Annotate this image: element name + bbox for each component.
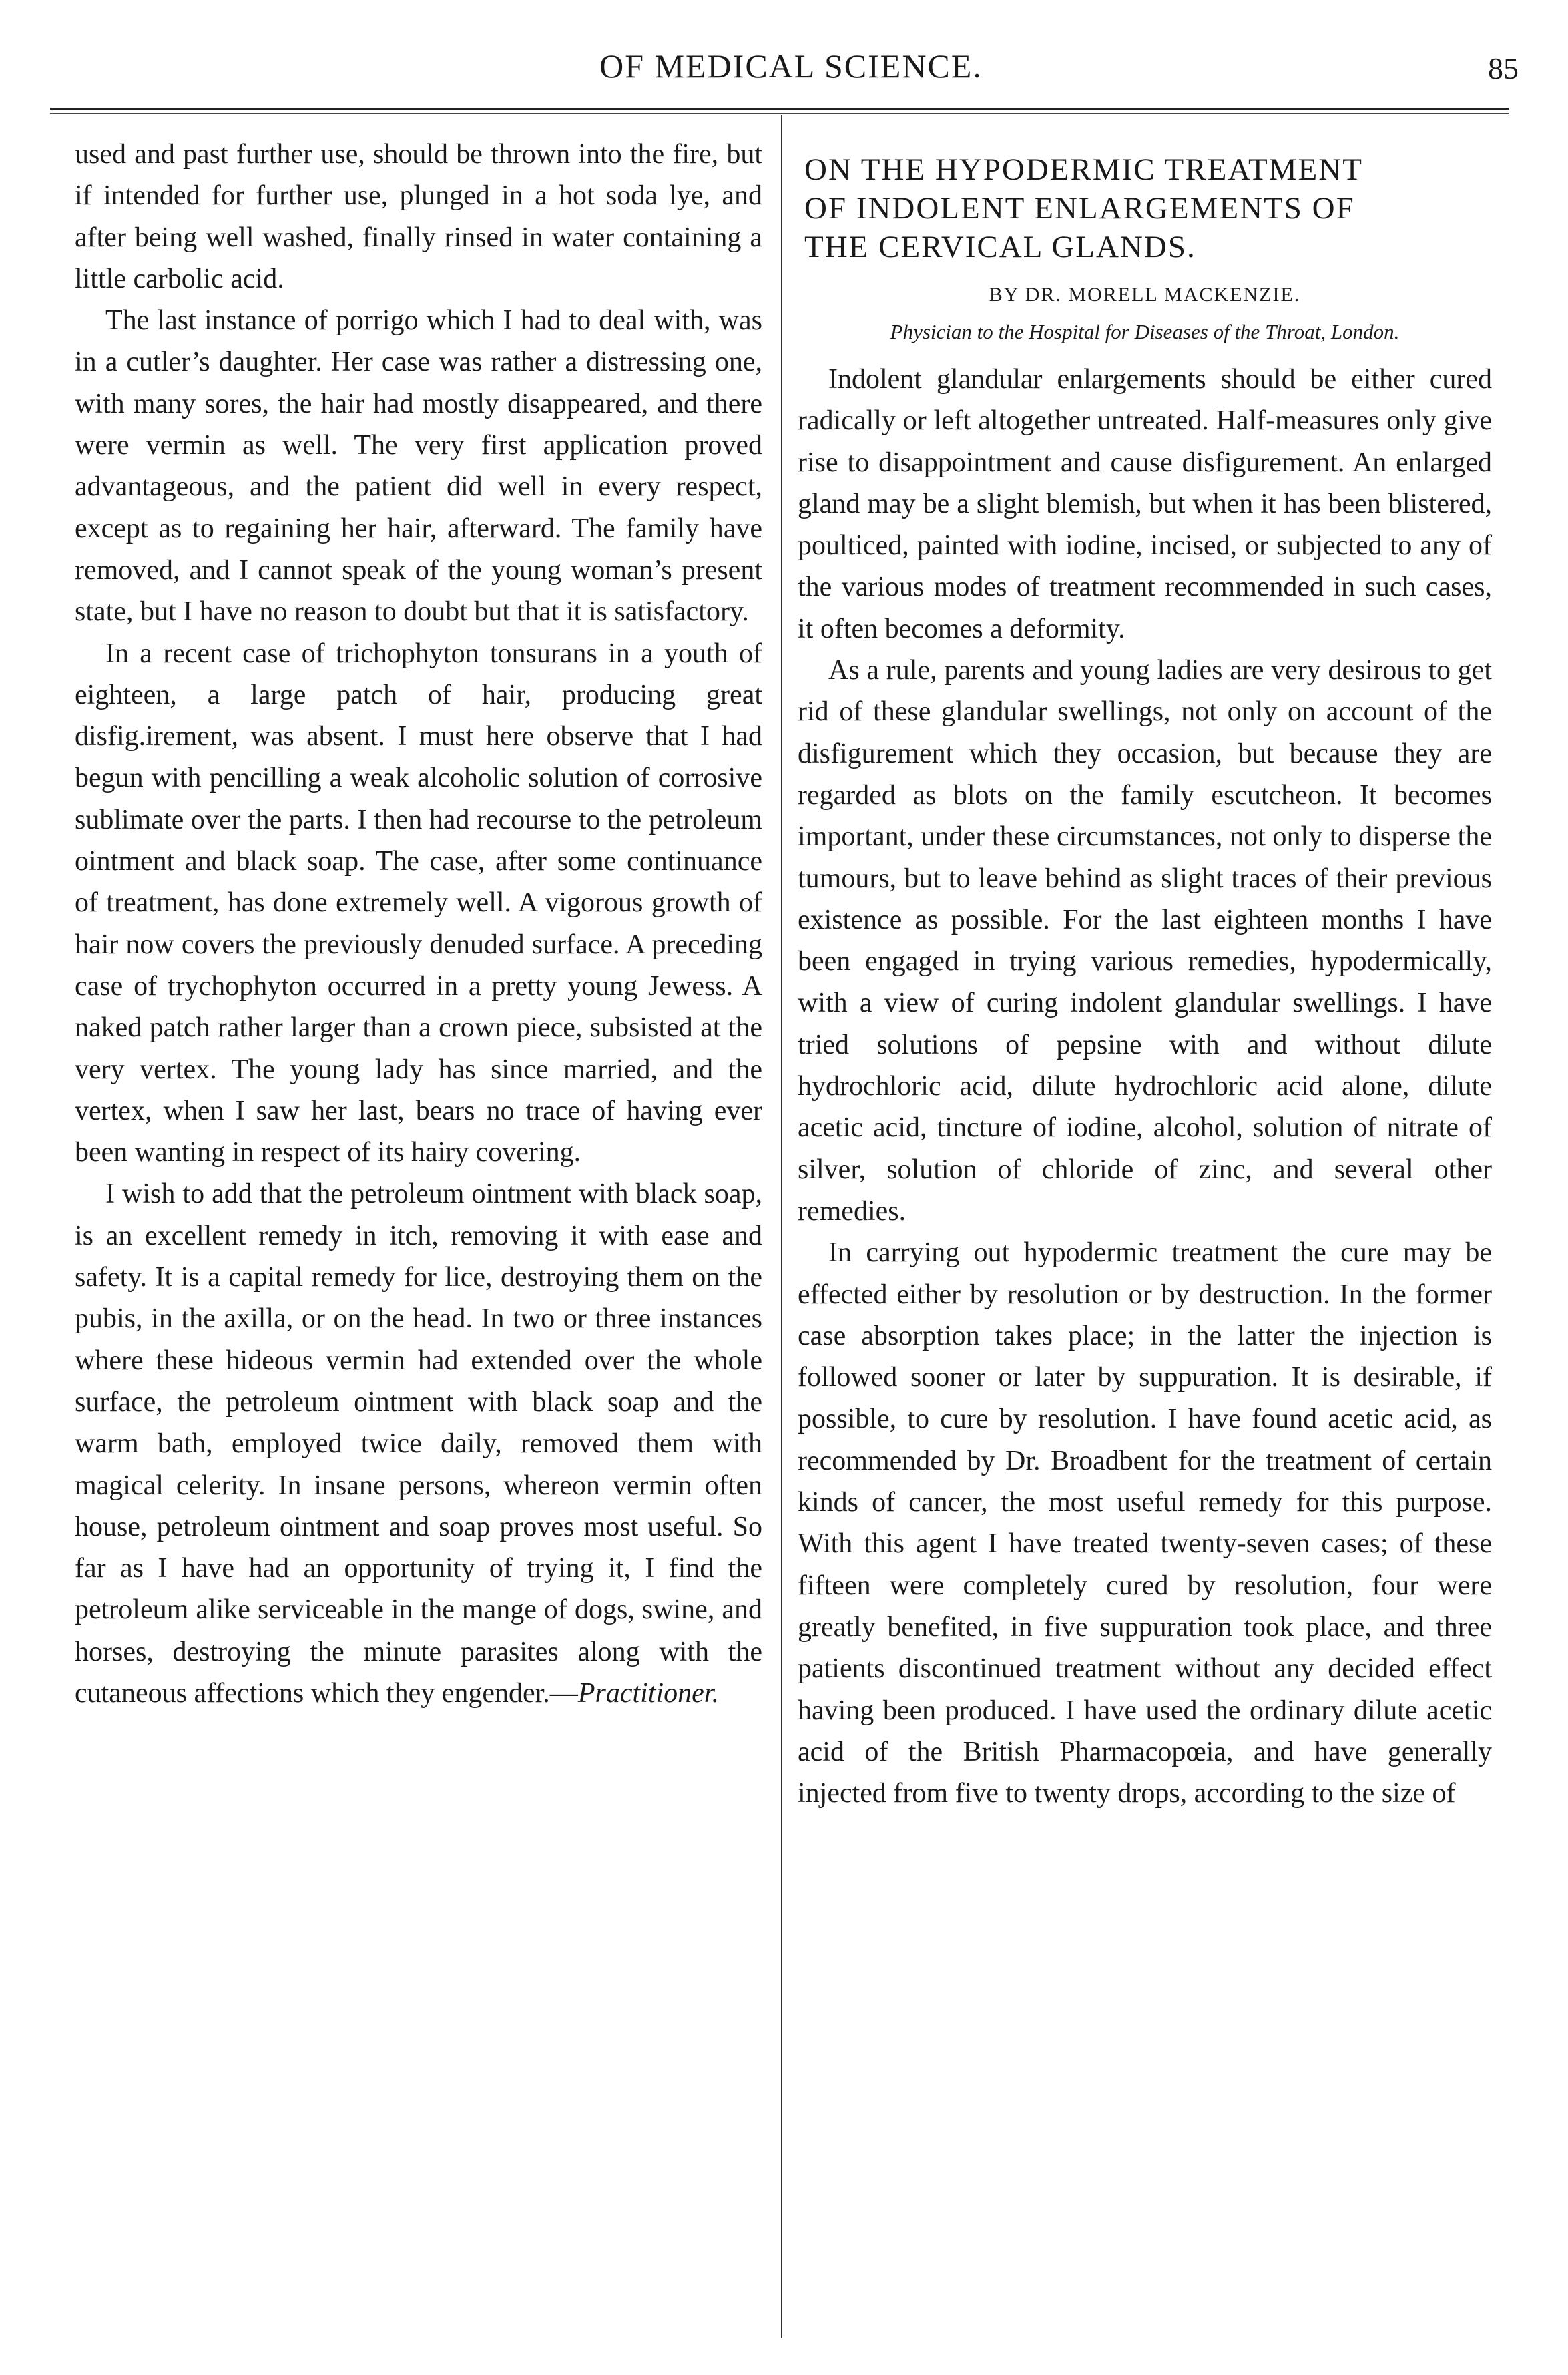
author-byline: BY DR. MORELL MACKENZIE. — [989, 284, 1301, 306]
paragraph: Indolent glandular enlargements should be either cured radically or left altogether untreated. Half-measures only give rise to disappointment and cause disfigurement. An enlarged gland may be a slight blemish, but when it has been blistered, poulticed, painted with iodine, incised, or subjected to any of the various modes of treatment recommended in such cases, it often becomes a deformity. — [798, 364, 1492, 644]
running-title: OF MEDICAL SCIENCE. — [599, 47, 983, 85]
paragraph: In a recent case of trichophyton tonsurans in a youth of eighteen, a large patch of hair, producing great disfig.irement, was absent. I must here observe that I had begun with pencilling a weak alcoholic solution of corrosive sublimate over the parts. I then had recourse to the petroleum ointment and black soap. The case, after some continuance of treatment, has done extremely well. A vigorous growth of hair now covers the previously denuded surface. A preceding case of trychophyton occurred in a pretty young Jewess. A naked patch rather larger than a crown piece, subsisted at the very vertex. The young lady has since married, and the vertex, when I saw her last, bears no trace of having ever been wanting in respect of its hairy covering. — [75, 638, 762, 1168]
page-number: 85 — [1488, 51, 1519, 85]
source-citation: Practitioner. — [577, 1677, 719, 1709]
paragraph-last — [75, 1173, 762, 1714]
paragraph: The last instance of porrigo which I had to deal with, was in a cutler’s daughter. Her case was rather a distressing one, with many sores, the hair had mostly disappeared, and there were vermin as well. The very first application proved advantageous, and the patient did well in every respect, except as to regaining her hair, afterward. The family have removed, and I cannot speak of the young woman’s present state, but I have no reason to doubt but that it is satisfactory. — [75, 305, 762, 628]
page-header — [63, 47, 1519, 100]
article-title-line: ON THE HYPODERMIC TREATMENT — [804, 152, 1363, 187]
left-column — [75, 134, 762, 1714]
column-divider — [781, 115, 782, 2338]
paragraph: In carrying out hypodermic treatment the cure may be effected either by resolution or by destruction. In the former case absorption takes place; in the latter the injection is followed sooner or later by suppuration. It is desirable, if possible, to cure by resolution. I have found acetic acid, as recommended by Dr. Broadbent for the treatment of certain kinds of cancer, the most useful remedy for this purpose. With this agent I have treated twenty-seven cases; of these fifteen were completely cured by resolution, four were greatly benefited, in five suppuration took place, and three patients discontinued treatment without any decided effect having been produced. I have used the ordinary dilute acetic acid of the British Pharmacopœia, and have generally injected from five to twenty drops, according to the size of — [798, 1237, 1492, 1809]
paragraph: As a rule, parents and young ladies are very desirous to get rid of these glandular swellings, not only on account of the disfigurement which they occasion, but because they are regarded as blots on the family escutcheon. It becomes important, under these circumstances, not only to disperse the tumours, but to leave behind as slight traces of their previous existence as possible. For the last eighteen months I have been engaged in trying various remedies, hypodermically, with a view of curing indolent glandular swellings. I have tried solutions of pepsine with and without dilute hydrochloric acid, dilute hydrochloric acid alone, dilute acetic acid, tincture of iodine, alcohol, solution of nitrate of silver, solution of chloride of zinc, and several other remedies. — [798, 655, 1492, 1227]
article-title — [798, 150, 1492, 266]
article-title-line: THE CERVICAL GLANDS. — [804, 230, 1196, 264]
author-affiliation: Physician to the Hospital for Diseases of the Throat, London. — [890, 320, 1400, 343]
paragraph: used and past further use, should be thrown into the fire, but if intended for further use, plunged in a hot soda lye, and after being well washed, finally rinsed in water containing a little carbolic acid. — [75, 139, 762, 294]
paragraph-text: I wish to add that the petroleum ointment with black soap, is an excellent remedy in itch, removing it with ease and safety. It is a capital remedy for lice, destroying them on the pubis, in the axilla, or on the head. In two or three instances where these hideous vermin had extended over the whole surface, the petroleum ointment with black soap and the warm bath, employed twice daily, removed them with magical celerity. In insane persons, whereon vermin often house, petroleum ointment and soap proves most useful. So far as I have had an opportunity of trying it, I find the petroleum alike serviceable in the mange of dogs, swine, and horses, destroying the minute parasites along with the cutaneous affections which they engender.— — [75, 1178, 762, 1709]
header-rule — [50, 108, 1509, 114]
right-column — [798, 137, 1492, 1814]
article-title-line: OF INDOLENT ENLARGEMENTS OF — [804, 191, 1355, 226]
